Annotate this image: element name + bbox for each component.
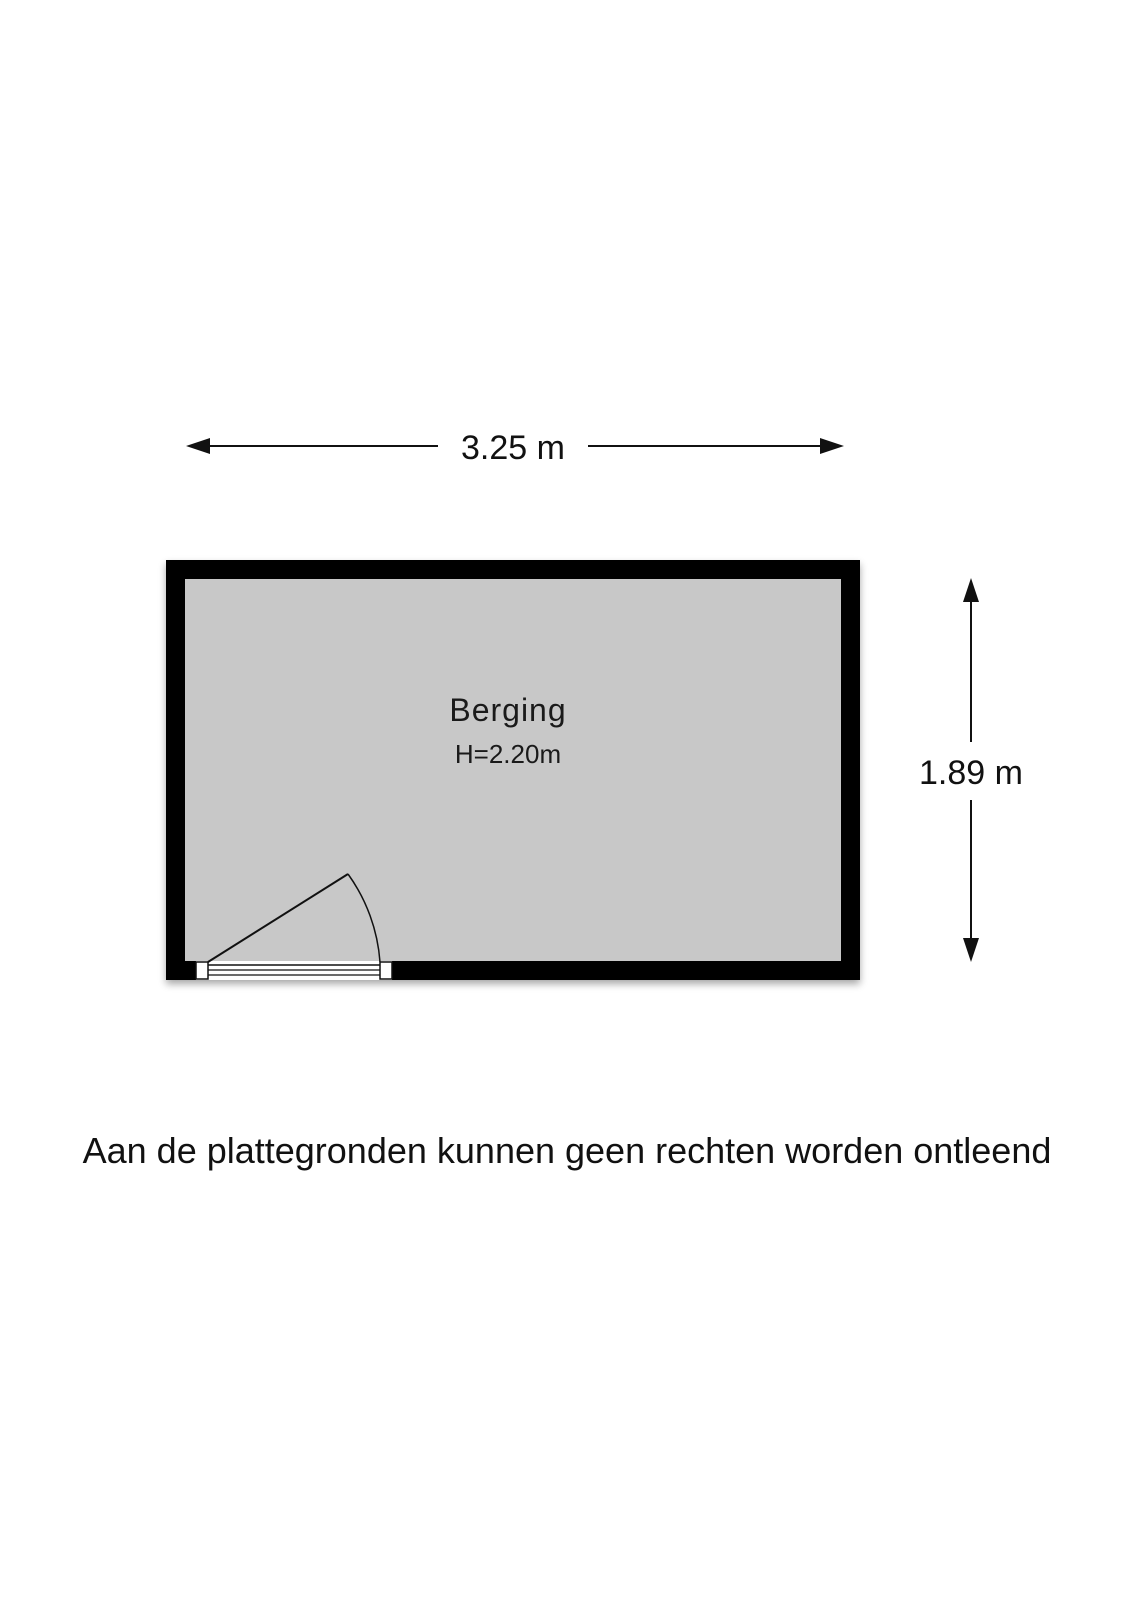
arrow-right-icon <box>820 438 844 454</box>
room-height-label: H=2.20m <box>454 739 562 769</box>
width-dimension-label: 3.25 m <box>461 429 565 467</box>
room-floor <box>185 579 841 961</box>
arrow-left-icon <box>186 438 210 454</box>
door-jamb-left <box>196 962 208 979</box>
height-dimension <box>919 578 1023 962</box>
disclaimer-text: Aan de plattegronden kunnen geen rechten worden ontleend <box>82 1130 1052 1171</box>
room-berging <box>166 560 860 980</box>
arrow-down-icon <box>963 938 979 962</box>
height-dimension-label: 1.89 m <box>919 754 1023 792</box>
width-dimension <box>186 429 844 467</box>
door-jamb-right <box>380 962 392 979</box>
room-name-label: Berging <box>449 692 567 728</box>
arrow-up-icon <box>963 578 979 602</box>
